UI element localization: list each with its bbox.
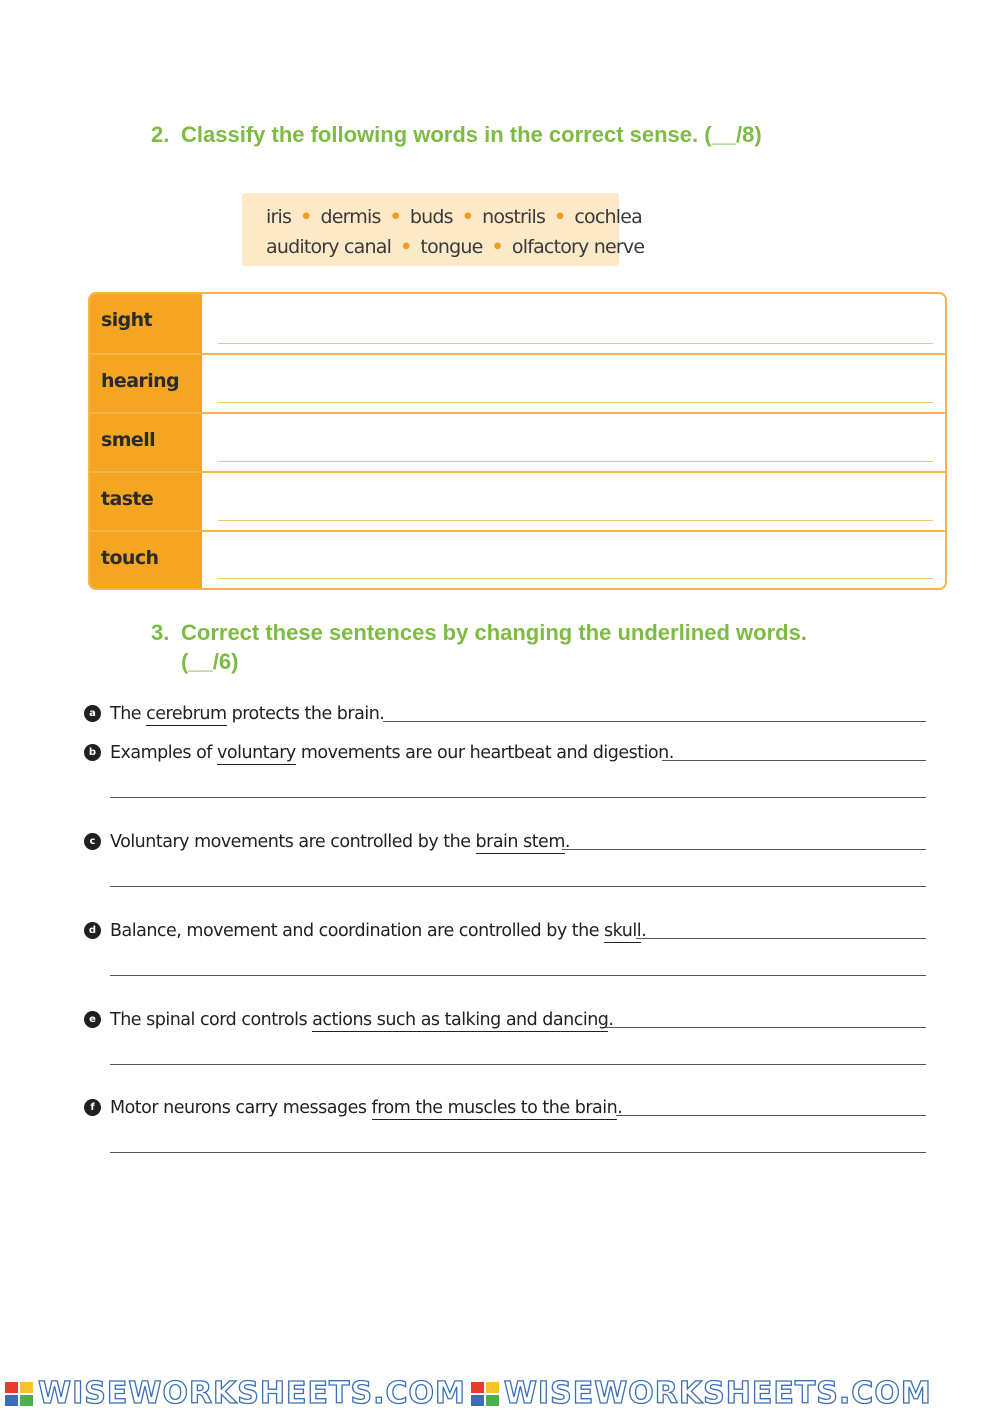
footer-watermark: [0, 1374, 1000, 1413]
answer-line[interactable]: [562, 849, 926, 850]
word-bank-word[interactable]: tongue: [420, 236, 483, 258]
word-bank-row-1: [266, 202, 642, 232]
wise-logo-icon: [470, 1381, 500, 1407]
answer-line-continued[interactable]: [110, 886, 926, 887]
senses-table: [88, 292, 947, 590]
answer-line-continued[interactable]: [110, 975, 926, 976]
sense-label-hearing: hearing: [90, 355, 202, 412]
answer-line[interactable]: [616, 1115, 926, 1116]
letter-badge: c: [84, 833, 101, 850]
word-bank-word[interactable]: iris: [266, 206, 292, 228]
table-row-touch: [90, 530, 945, 588]
table-row-taste: [90, 471, 945, 530]
answer-line-continued[interactable]: [110, 1064, 926, 1065]
question-2-title: [151, 120, 871, 149]
answer-line-continued[interactable]: [110, 1152, 926, 1153]
sentence-text: The spinal cord controls actions such as talking and dancing.: [110, 1010, 614, 1030]
letter-badge: a: [84, 705, 101, 722]
sentence-text: The cerebrum protects the brain.: [110, 704, 385, 724]
wise-logo-icon: [4, 1381, 34, 1407]
letter-badge: b: [84, 744, 101, 761]
answer-line[interactable]: [383, 721, 926, 722]
brand-text: WISEWORKSHEETS.COM: [38, 1376, 466, 1411]
answer-line-touch[interactable]: [218, 578, 933, 579]
answer-line[interactable]: [662, 760, 926, 761]
underlined-word: from the muscles to the brain: [371, 1098, 618, 1118]
answer-line-taste[interactable]: [218, 520, 933, 521]
word-bank-word[interactable]: olfactory nerve: [511, 236, 645, 258]
bullet-separator: •: [491, 236, 503, 258]
word-bank: [242, 193, 645, 266]
word-bank-word[interactable]: nostrils: [482, 206, 546, 228]
sentence-a: [84, 700, 926, 730]
answer-line-continued[interactable]: [110, 797, 926, 798]
answer-line-sight[interactable]: [218, 343, 933, 344]
question-3-text: Correct these sentences by changing the underlined words.: [181, 620, 807, 645]
bullet-separator: •: [461, 206, 474, 228]
bullet-separator: •: [300, 206, 312, 228]
underlined-word: skull: [604, 921, 642, 941]
word-bank-word[interactable]: buds: [409, 206, 453, 228]
table-row-hearing: [90, 353, 945, 412]
sentence-f: [84, 1094, 926, 1124]
word-bank-word[interactable]: cochlea: [574, 206, 642, 228]
underlined-word: actions such as talking and dancing: [312, 1010, 609, 1030]
answer-line-hearing[interactable]: [218, 402, 933, 403]
underlined-word: voluntary: [217, 743, 296, 763]
table-row-sight: [90, 294, 945, 353]
brand-text: WISEWORKSHEETS.COM: [503, 1376, 932, 1411]
sentence-d: [84, 917, 926, 947]
letter-badge: d: [84, 922, 101, 939]
sentence-e: [84, 1006, 926, 1036]
question-2-number: 2.: [151, 122, 170, 147]
answer-line-smell[interactable]: [218, 461, 933, 462]
sentence-b: [84, 739, 926, 769]
question-3-title: [151, 618, 871, 676]
question-3-number: 3.: [151, 620, 170, 645]
sense-label-smell: smell: [90, 414, 202, 471]
sentence-text: Voluntary movements are controlled by the brain stem.: [110, 832, 570, 852]
word-bank-word[interactable]: dermis: [320, 206, 381, 228]
bullet-separator: •: [400, 236, 412, 258]
underlined-word: brain stem: [475, 832, 565, 852]
sentence-c: [84, 828, 926, 858]
answer-line[interactable]: [605, 1027, 926, 1028]
sentence-text: Motor neurons carry messages from the muscles to the brain.: [110, 1098, 623, 1118]
sentence-text: Examples of voluntary movements are our heartbeat and digestion.: [110, 743, 674, 763]
bullet-separator: •: [389, 206, 401, 228]
sense-label-taste: taste: [90, 473, 202, 530]
bullet-separator: •: [554, 206, 566, 228]
underlined-word: cerebrum: [146, 704, 227, 724]
word-bank-row-2: [266, 232, 645, 262]
sense-label-sight: sight: [90, 294, 202, 353]
sense-label-touch: touch: [90, 532, 202, 588]
sentence-text: Balance, movement and coordination are controlled by the skull.: [110, 921, 647, 941]
question-3-score: (__/6): [181, 649, 239, 674]
letter-badge: f: [84, 1099, 101, 1116]
table-row-smell: [90, 412, 945, 471]
word-bank-word[interactable]: auditory canal: [266, 236, 392, 258]
question-2-text: Classify the following words in the correct sense. (__/8): [181, 122, 762, 147]
letter-badge: e: [84, 1011, 101, 1028]
answer-line[interactable]: [636, 938, 926, 939]
